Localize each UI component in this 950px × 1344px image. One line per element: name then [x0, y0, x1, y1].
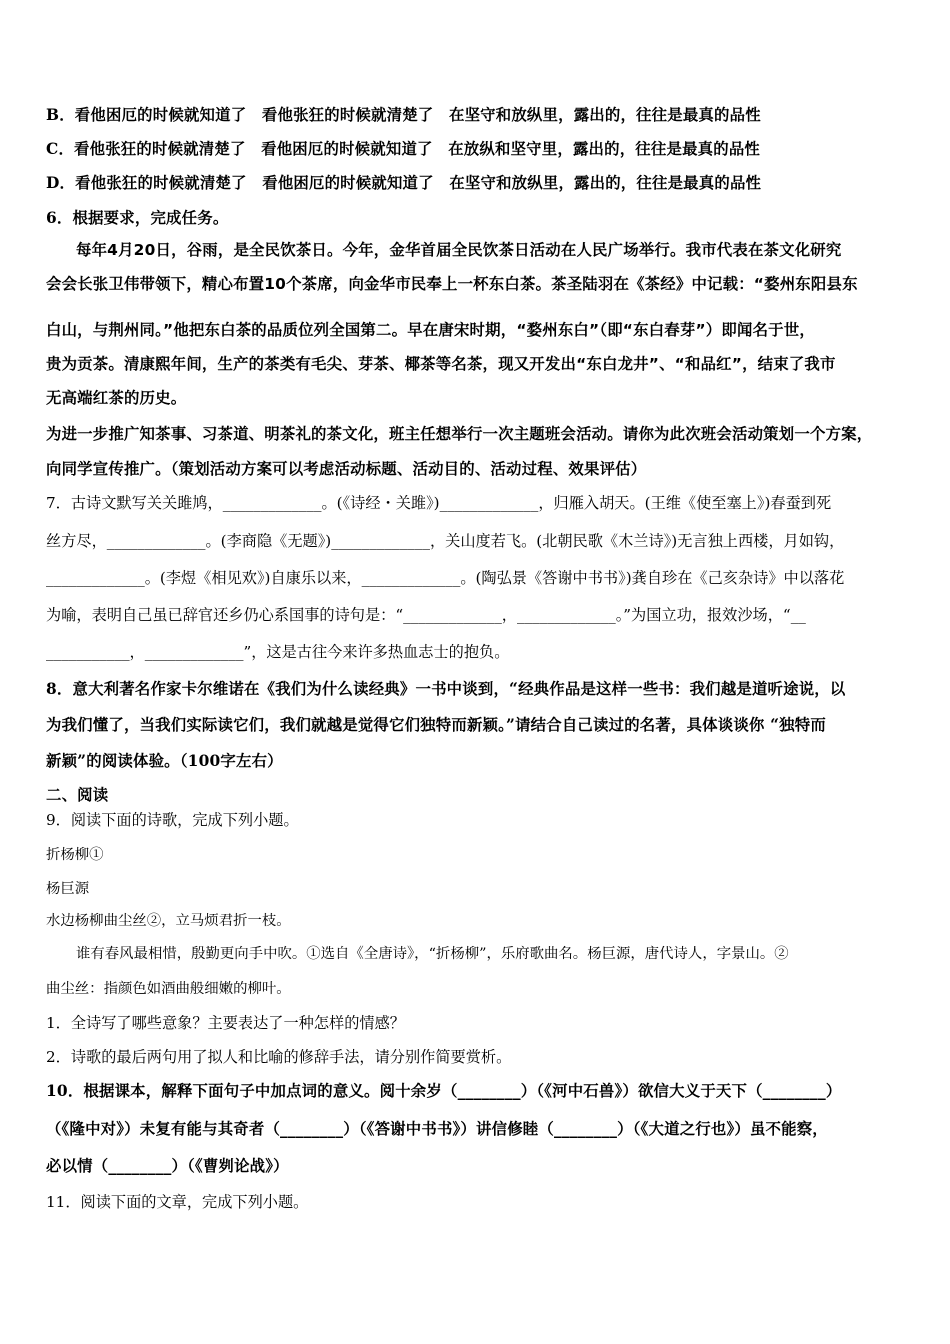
choice-d: D．看他张狂的时候就清楚了 看他困厄的时候就知道了 在坚守和放纵里，露出的，往往是最真的品性 — [46, 174, 762, 192]
q6-material-line: 会会长张卫伟带领下，精心布置10个茶席，向金华市民奉上一杯东白茶。茶圣陆羽在《茶经》中记载：“婺州东阳县东 — [46, 275, 858, 293]
poem-line: 水边杨柳曲尘丝②，立马烦君折一枝。 — [46, 913, 291, 929]
q7-line: ___________，_____________”，这是古往今来许多热血志士的抱负。 — [46, 643, 510, 661]
q9-stem: 9．阅读下面的诗歌，完成下列小题。 — [46, 811, 299, 829]
q6-material-line: 每年4月20日，谷雨，是全民饮茶日。今年，金华首届全民饮茶日活动在人民广场举行。我市代表在茶文化研究 — [76, 241, 842, 259]
choice-b: B．看他困厄的时候就知道了 看他张狂的时候就清楚了 在坚守和放纵里，露出的，往往是最真的品性 — [46, 106, 761, 124]
q6-stem: 6．根据要求，完成任务。 — [46, 209, 229, 227]
q8-line: 新颖”的阅读体验。（100字左右） — [46, 752, 283, 770]
q9-sub-question: 1．全诗写了哪些意象？主要表达了一种怎样的情感？ — [46, 1014, 405, 1032]
q6-task-line: 为进一步推广知茶事、习茶道、明茶礼的茶文化，班主任想举行一次主题班会活动。请你为此次班会活动策划一个方案， — [46, 425, 873, 443]
q8-line: 为我们懂了，当我们实际读它们，我们就越是觉得它们独特而新颖。”请结合自己读过的名著，具体谈谈你 “独特而 — [46, 716, 826, 734]
q9-sub-question: 2．诗歌的最后两句用了拟人和比喻的修辞手法，请分别作简要赏析。 — [46, 1048, 512, 1066]
poem-notes: 曲尘丝：指颜色如酒曲般细嫩的柳叶。 — [46, 981, 291, 997]
section-heading-reading: 二、阅读 — [46, 786, 109, 804]
q7-line: _____________。(李煜《相见欢》)自康乐以来，_____________。(陶弘景《答谢中书书》)龚自珍在《己亥杂诗》中以落花 — [46, 569, 845, 587]
q6-task-line: 向同学宣传推广。（策划活动方案可以考虑活动标题、活动目的、活动过程、效果评估） — [46, 460, 647, 478]
poem-poet: 杨巨源 — [46, 881, 90, 897]
poem-title: 折杨柳① — [46, 847, 104, 863]
q10-line: （《隆中对》）未复有能与其奇者（________）（《答谢中书书》）讲信修睦（________）（《大道之行也》）虽不能察， — [46, 1120, 828, 1138]
q6-material-line: 无高端红茶的历史。 — [46, 389, 187, 407]
q8-line: 8．意大利著名作家卡尔维诺在《我们为什么读经典》一书中谈到，“经典作品是这样一些书：我们越是道听途说，以 — [46, 680, 846, 698]
q11-stem: 11．阅读下面的文章，完成下列小题。 — [46, 1193, 309, 1211]
q7-line: 丝方尽，_____________。(李商隐《无题》)_____________，关山度若飞。(北朝民歌《木兰诗》)无言独上西楼，月如钩， — [46, 532, 845, 550]
q10-line: 必以情（________）（《曹刿论战》） — [46, 1157, 289, 1175]
q7-line: 7．古诗文默写关关雎鸠，_____________。(《诗经・关雎》)_____________，归雁入胡天。(王维《使至塞上》)春蚕到死 — [46, 494, 832, 512]
q6-material-line: 贵为贡茶。清康熙年间，生产的茶类有毛尖、芽茶、椰茶等名茶，现又开发出“东白龙井”、“和品红”，结束了我市 — [46, 355, 836, 373]
poem-line-and-notes: 谁有春风最相惜，殷勤更向手中吹。①选自《全唐诗》，“折杨柳”，乐府歌曲名。杨巨源，唐代诗人，字景山。② — [76, 946, 789, 962]
choice-c: C．看他张狂的时候就清楚了 看他困厄的时候就知道了 在放纵和坚守里，露出的，往往是最真的品性 — [46, 140, 761, 158]
q10-line: 10．根据课本，解释下面句子中加点词的意义。阅十余岁（________）（《河中石兽》）欲信大义于天下（________） — [46, 1082, 842, 1100]
q6-material-line: 白山，与荆州同。”他把东白茶的品质位列全国第二。早在唐宋时期，“婺州东白”（即“东白春芽”）即闻名于世， — [46, 321, 815, 339]
q7-line: 为喻，表明自己虽已辞官还乡仍心系国事的诗句是：“_____________，_____________。”为国立功，报效沙场，“__ — [46, 606, 806, 624]
